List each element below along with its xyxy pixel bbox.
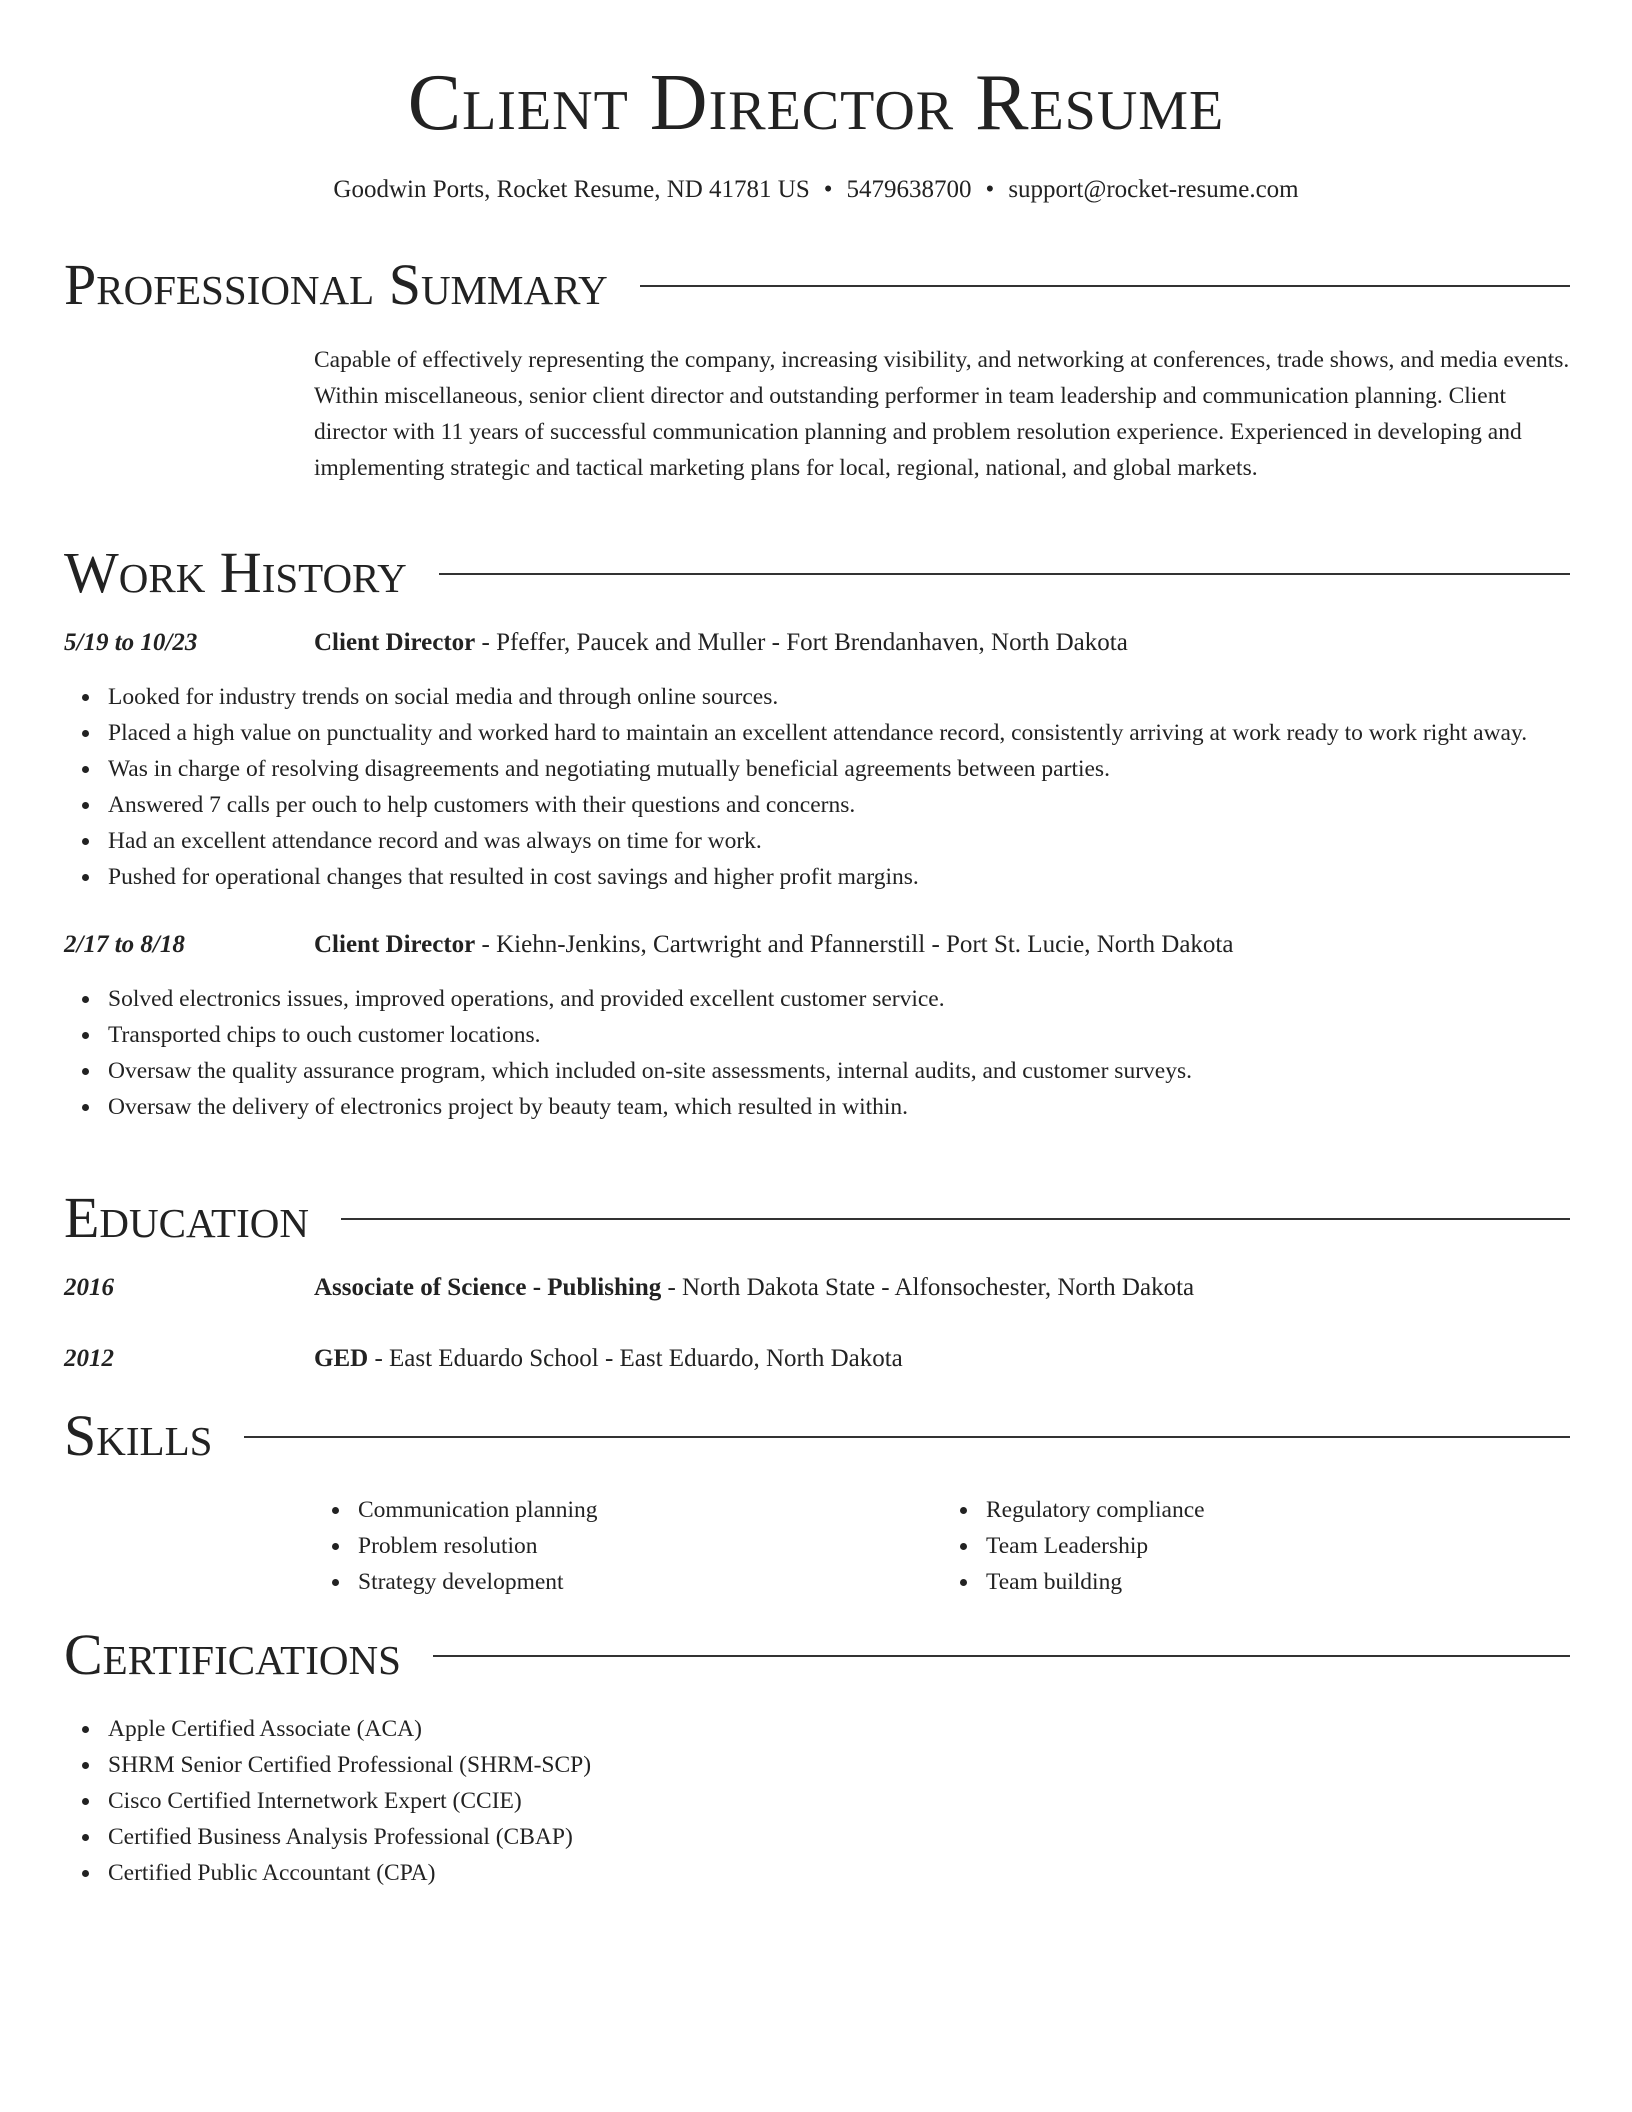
job-bullets xyxy=(64,679,1570,895)
job-header xyxy=(64,927,1570,963)
list-item: Strategy development xyxy=(358,1564,942,1600)
resume-title: Client Director Resume xyxy=(407,59,1225,147)
list-item: Certified Public Accountant (CPA) xyxy=(108,1855,1570,1891)
list-item: Oversaw the delivery of electronics project by beauty team, which resulted in within. xyxy=(108,1089,1570,1125)
list-item: Team building xyxy=(986,1564,1570,1600)
list-item: Pushed for operational changes that resulted in cost savings and higher profit margins. xyxy=(108,859,1570,895)
work-history-header xyxy=(64,540,1570,605)
list-item: Had an excellent attendance record and was always on time for work. xyxy=(108,823,1570,859)
skills-section xyxy=(64,1403,1570,1600)
skills-header xyxy=(64,1403,1570,1468)
section-divider xyxy=(439,573,1570,575)
summary-header xyxy=(64,252,1570,317)
list-item: Cisco Certified Internetwork Expert (CCIE) xyxy=(108,1783,1570,1819)
contact-address: Goodwin Ports, Rocket Resume, ND 41781 US xyxy=(333,176,810,203)
list-item: Problem resolution xyxy=(358,1528,942,1564)
job-title: Client Director xyxy=(314,931,476,958)
education-summary xyxy=(314,1341,903,1377)
skills-list-right xyxy=(942,1492,1570,1600)
education-degree: Associate of Science - Publishing xyxy=(314,1274,662,1301)
education-summary xyxy=(314,1270,1194,1306)
certifications-header xyxy=(64,1622,1570,1687)
job-summary xyxy=(314,625,1128,661)
list-item: Solved electronics issues, improved operations, and provided excellent customer service. xyxy=(108,981,1570,1017)
summary-section xyxy=(64,252,1570,486)
job-entry xyxy=(64,625,1570,895)
list-item: Transported chips to ouch customer locations. xyxy=(108,1017,1570,1053)
contact-separator: • xyxy=(823,176,833,203)
list-item: Communication planning xyxy=(358,1492,942,1528)
contact-line xyxy=(0,174,1632,206)
job-bullets xyxy=(64,981,1570,1125)
list-item: Answered 7 calls per ouch to help customers with their questions and concerns. xyxy=(108,787,1570,823)
certifications-heading: Certifications xyxy=(64,1622,401,1687)
job-header xyxy=(64,625,1570,661)
education-section xyxy=(64,1185,1570,1377)
certifications-section xyxy=(64,1622,1570,1891)
list-item: Apple Certified Associate (ACA) xyxy=(108,1711,1570,1747)
job-details: - Pfeffer, Paucek and Muller - Fort Brendanhaven, North Dakota xyxy=(475,629,1128,656)
skills-list-left xyxy=(314,1492,942,1600)
education-heading: Education xyxy=(64,1185,309,1250)
job-summary xyxy=(314,927,1233,963)
list-item: Was in charge of resolving disagreements and negotiating mutually beneficial agreements between parties. xyxy=(108,751,1570,787)
education-entry xyxy=(64,1341,1570,1377)
contact-phone: 5479638700 xyxy=(846,176,972,203)
job-dates: 5/19 to 10/23 xyxy=(64,629,198,656)
education-year: 2016 xyxy=(64,1274,114,1301)
list-item: Team Leadership xyxy=(986,1528,1570,1564)
list-item: Oversaw the quality assurance program, which included on-site assessments, internal audits, and customer surveys. xyxy=(108,1053,1570,1089)
education-details: - North Dakota State - Alfonsochester, North Dakota xyxy=(661,1274,1195,1301)
summary-heading: Professional Summary xyxy=(64,252,608,317)
list-item: Regulatory compliance xyxy=(986,1492,1570,1528)
section-divider xyxy=(341,1218,1570,1220)
certifications-list xyxy=(64,1711,1570,1891)
job-title: Client Director xyxy=(314,629,476,656)
summary-text: Capable of effectively representing the company, increasing visibility, and networking at conferences, trade shows, and media events. Within miscellaneous, senior client director and outstanding performer in team leadership and communication planning. Client director with 11 years of successful communication planning and problem resolution experience. Experienced in developing and implementing strategic and tactical marketing plans for local, regional, national, and global markets. xyxy=(314,347,1570,481)
contact-separator: • xyxy=(985,176,995,203)
job-entry xyxy=(64,927,1570,1125)
education-details: - East Eduardo School - East Eduardo, North Dakota xyxy=(368,1345,903,1372)
section-divider xyxy=(433,1655,1570,1657)
education-entry xyxy=(64,1270,1570,1306)
work-history-heading: Work History xyxy=(64,540,407,605)
education-year: 2012 xyxy=(64,1345,114,1372)
job-dates: 2/17 to 8/18 xyxy=(64,931,185,958)
skills-columns xyxy=(314,1492,1570,1600)
education-header xyxy=(64,1185,1570,1250)
skills-heading: Skills xyxy=(64,1403,213,1468)
list-item: Certified Business Analysis Professional (CBAP) xyxy=(108,1819,1570,1855)
list-item: Looked for industry trends on social media and through online sources. xyxy=(108,679,1570,715)
contact-email: support@rocket-resume.com xyxy=(1008,176,1299,203)
list-item: SHRM Senior Certified Professional (SHRM-SCP) xyxy=(108,1747,1570,1783)
work-history-section xyxy=(64,540,1570,1125)
section-divider xyxy=(244,1436,1570,1438)
job-details: - Kiehn-Jenkins, Cartwright and Pfannerstill - Port St. Lucie, North Dakota xyxy=(475,931,1234,958)
education-degree: GED xyxy=(314,1345,369,1372)
section-divider xyxy=(640,285,1570,287)
list-item: Placed a high value on punctuality and worked hard to maintain an excellent attendance record, consistently arriving at work ready to work right away. xyxy=(108,715,1570,751)
